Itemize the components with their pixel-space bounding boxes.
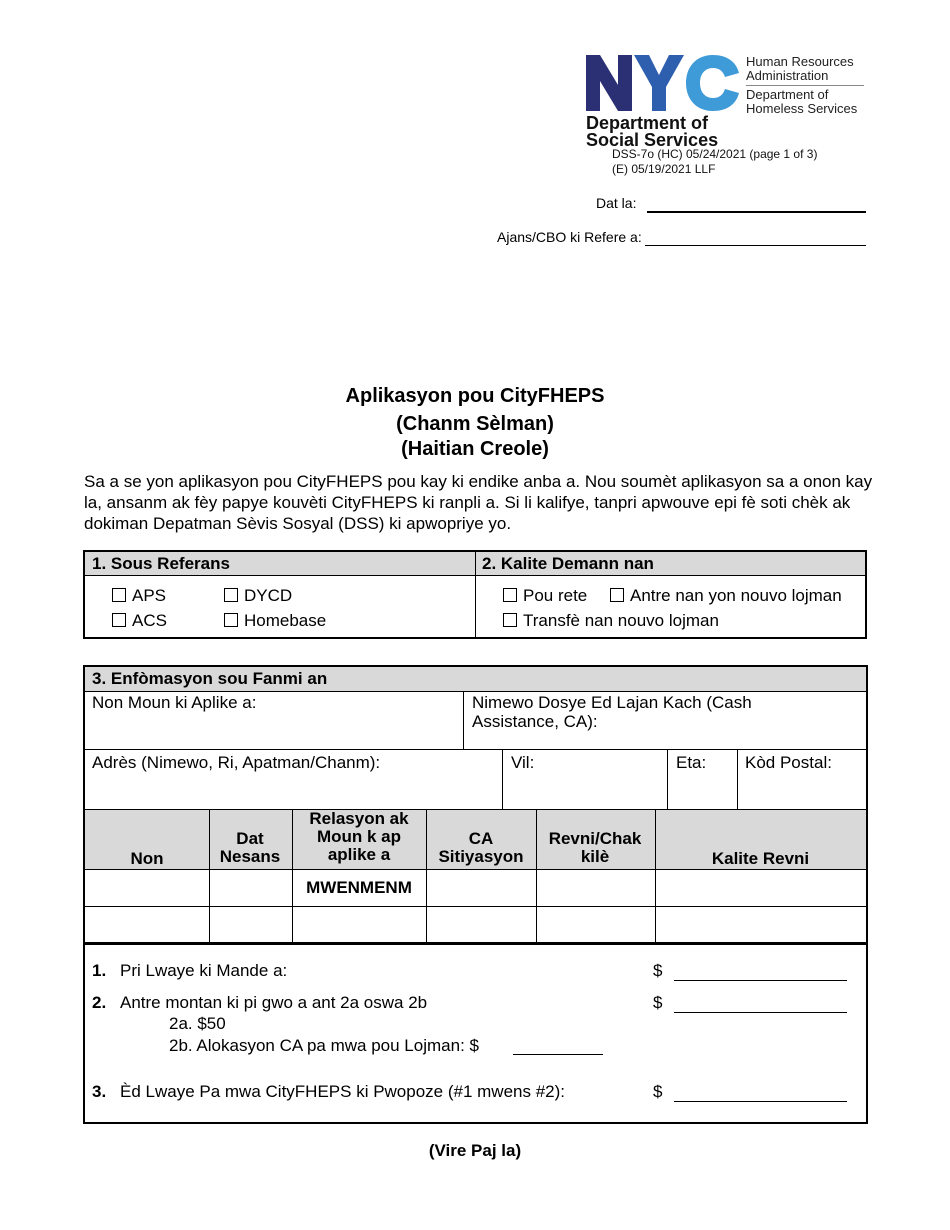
section-1-heading: 1. Sous Referans (92, 554, 230, 573)
divider (85, 691, 866, 692)
divider (475, 552, 476, 637)
currency-sign: $ (653, 1082, 663, 1101)
option-aps[interactable] (112, 586, 166, 606)
divider (426, 810, 427, 943)
nyc-logo (586, 55, 739, 111)
option-label: Pou rete (523, 586, 588, 605)
divider (737, 749, 738, 809)
calculation-box (83, 942, 868, 1124)
option-stay[interactable] (503, 586, 587, 606)
currency-sign: $ (653, 993, 663, 1012)
section-3-box (83, 665, 868, 945)
dss-name (586, 115, 718, 149)
divider (85, 869, 866, 870)
city-label: Vil: (511, 753, 535, 772)
requested-rent-field[interactable] (674, 980, 847, 981)
item-3 (92, 1082, 565, 1102)
checkbox[interactable] (112, 613, 126, 627)
divider (85, 749, 866, 750)
date-label: Dat la: (596, 195, 637, 211)
option-label: APS (132, 586, 167, 605)
col-income-frequency: Revni/Chak kilè (548, 829, 642, 866)
checkbox[interactable] (610, 588, 624, 602)
agency-label: Ajans/CBO ki Refere a: (497, 229, 642, 245)
page-title: Aplikasyon pou CityFHEPS (345, 385, 605, 407)
divider (209, 810, 210, 943)
page-subtitle: (Chanm Sèlman) (396, 413, 554, 435)
option-label: Antre nan yon nouvo lojman (630, 586, 842, 605)
form-id-line1: DSS-7o (HC) 05/24/2021 (page 1 of 3) (612, 147, 818, 161)
option-transfer[interactable] (503, 611, 719, 631)
state-label: Eta: (676, 753, 707, 772)
option-new-housing[interactable] (610, 586, 842, 606)
row1-relationship: MWENMENM (306, 878, 412, 897)
section-1-2-box (83, 550, 867, 639)
divider (85, 906, 866, 907)
item-2-label: Antre montan ki pi gwo a ant 2a oswa 2b (120, 993, 428, 1012)
divider (463, 691, 464, 749)
checkbox[interactable] (112, 588, 126, 602)
checkbox[interactable] (503, 613, 517, 627)
hra-line2: Administration (746, 68, 829, 83)
col-income-type: Kalite Revni (711, 849, 810, 868)
item-2-number: 2. (92, 993, 107, 1012)
divider (655, 810, 656, 943)
col-ca-status: CA Sitiyasyon (438, 829, 524, 866)
item-1-number: 1. (92, 961, 107, 980)
option-label: Homebase (244, 611, 327, 630)
agency-field[interactable] (645, 245, 866, 246)
currency-sign: $ (653, 961, 663, 980)
dss-line2: Social Services (586, 130, 719, 150)
item-2a: 2a. $50 (169, 1014, 226, 1033)
dhs-line1: Department of (746, 87, 829, 102)
larger-amount-field[interactable] (674, 1012, 847, 1013)
dss-line1: Department of (586, 113, 709, 133)
hra-name (746, 55, 854, 83)
divider (536, 810, 537, 943)
option-dycd[interactable] (224, 586, 292, 606)
dhs-line2: Homeless Services (746, 101, 858, 116)
option-label: Transfè nan nouvo lojman (523, 611, 719, 630)
ca-case-label: Nimewo Dosye Ed Lajan Kach (Cash Assistance, CA): (472, 693, 752, 731)
section-2-heading: 2. Kalite Demann nan (482, 554, 654, 573)
divider (292, 810, 293, 943)
checkbox[interactable] (224, 588, 238, 602)
intro-paragraph: Sa a se yon aplikasyon pou CityFHEPS pou kay ki endike anba a. Nou soumèt aplikasyon sa a onon kay la, ansanm ak fèy papye kouvèti CityFHEPS ki ranpli a. Si li kalifye, tanpri apwouve epi fè soti chèk ak dokiman Depatman Sèvis Sosyal (DSS) ki apwopriye yo. (84, 472, 873, 533)
dhs-name (746, 88, 857, 116)
applicant-name-label: Non Moun ki Aplike a: (92, 693, 257, 712)
item-1-label: Pri Lwaye ki Mande a: (120, 961, 288, 980)
checkbox[interactable] (503, 588, 517, 602)
checkbox[interactable] (224, 613, 238, 627)
ca-shelter-allowance-field[interactable] (513, 1054, 603, 1055)
item-2b: 2b. Alokasyon CA pa mwa pou Lojman: $ (169, 1036, 479, 1055)
zip-label: Kòd Postal: (745, 753, 832, 772)
proposed-rent-assistance-field[interactable] (674, 1101, 847, 1102)
logo-divider (746, 85, 864, 86)
option-label: ACS (132, 611, 167, 630)
hra-line1: Human Resources (746, 54, 854, 69)
option-label: DYCD (244, 586, 293, 605)
item-3-label: Èd Lwaye Pa mwa CityFHEPS ki Pwopoze (#1 mwens #2): (120, 1082, 566, 1101)
section-3-heading: 3. Enfòmasyon sou Fanmi an (92, 669, 328, 688)
item-2 (92, 993, 427, 1013)
divider (502, 749, 503, 809)
col-name: Non (130, 849, 164, 868)
col-dob: Dat Nesans (219, 829, 281, 866)
turn-page-note: (Vire Paj la) (428, 1141, 522, 1160)
item-1 (92, 961, 287, 981)
option-homebase[interactable] (224, 611, 326, 631)
col-relationship: Relasyon ak Moun k ap aplike a (309, 809, 409, 864)
form-id (612, 147, 817, 177)
date-field[interactable] (647, 211, 866, 213)
page-language: (Haitian Creole) (401, 438, 549, 460)
address-label: Adrès (Nimewo, Ri, Apatman/Chanm): (92, 753, 381, 772)
option-acs[interactable] (112, 611, 167, 631)
divider (667, 749, 668, 809)
form-id-line2: (E) 05/19/2021 LLF (612, 162, 716, 176)
item-3-number: 3. (92, 1082, 107, 1101)
